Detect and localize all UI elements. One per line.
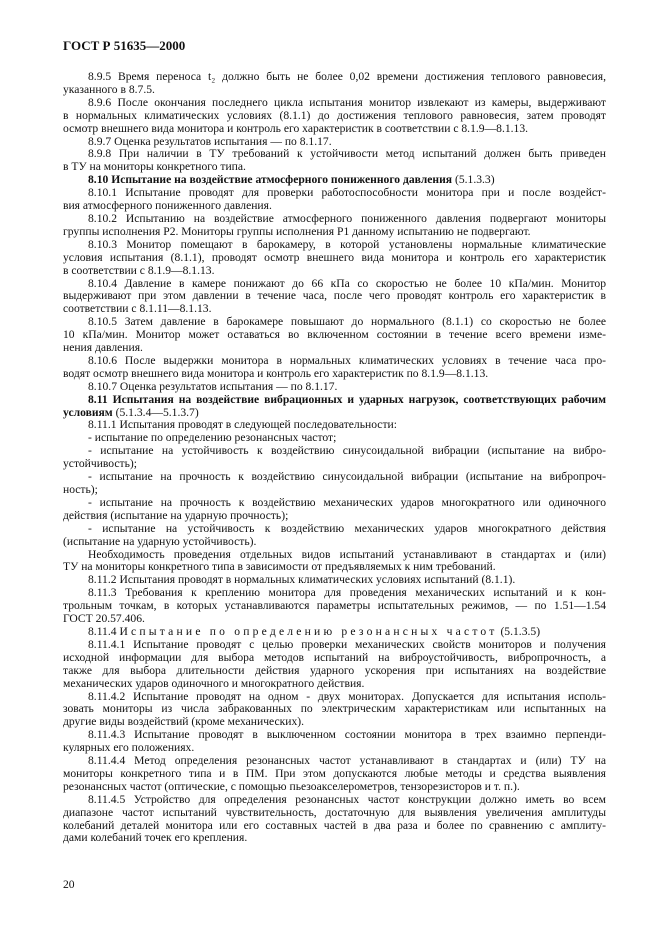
line-text: диапазоне частот испытаний чувствительность, достаточную для выявления увеличения амплитуды	[63, 805, 606, 819]
line-text: - испытание на прочность к воздействию механических ударов многократного или одиночного	[88, 495, 606, 509]
line-text: механических ударов одиночного и многократного действия.	[63, 676, 365, 690]
line-text: 8.11.4.3 Испытание проводят в выключенном состоянии монитора в трех взаимно перпенди-	[88, 728, 606, 742]
line-text: ТУ на мониторы конкретного типа в зависимости от предъявляемых к ним требований.	[63, 560, 496, 574]
line-text: 8.11.4.1 Испытание проводят с целью проверки механических свойств мониторов и получения	[88, 637, 606, 651]
line-text: другие виды воздействий (кроме механических).	[63, 715, 304, 729]
line-text: трольным точкам, в которых устанавливаются параметры испытательных режимов, — по 1.51—1.54	[63, 599, 606, 613]
line-text: в нормальных климатических условиях (8.1.1) до достижения теплового равновесия, затем проводят	[63, 108, 606, 122]
line-text: группы исполнения Р2. Мониторы группы исполнения Р1 данному испытанию не подвергают.	[63, 224, 531, 238]
document-body	[63, 71, 606, 845]
line-text: резонансных частот (оптические, с помощью пьезоакселерометров, тензорезисторов и т. п.).	[63, 779, 520, 793]
line-text: мониторы конкретного типа и в ПМ. При этом допускаются любые методы и средства выявления	[63, 766, 606, 780]
line-text: действия (испытание на ударную прочность);	[63, 508, 289, 522]
line-text: 10 кПа/мин. Монитор может оставаться во включенном состоянии в течение всего времени изме-	[63, 328, 606, 342]
line-text: колебаний деталей монитора или его составных частей в два раза и более по сравнению с амплиту-	[63, 818, 606, 832]
line-text: 8.10.4 Давление в камере понижают до 66 кПа со скоростью не более 10 кПа/мин. Монитор	[88, 276, 606, 290]
line-text: нения давления.	[63, 341, 143, 355]
line-text: исходной информации для выбора методов испытаний на виброустойчивость, вибропрочность, а	[63, 650, 606, 664]
line-text: - испытание на устойчивость к воздействию синусоидальной вибрации (испытание на вибро-	[88, 444, 606, 458]
line-text: указанного в 8.7.5.	[63, 82, 155, 96]
page-number: 20	[63, 878, 75, 891]
bold-heading-text: условиям	[63, 405, 113, 419]
line-text: 8.11.4	[88, 624, 120, 638]
line-text: Необходимость проведения отдельных видов испытаний устанавливают в стандартах и (или)	[88, 547, 606, 561]
line-text: также для выбора длительности действия ударного ускорения при испытаниях на воздействие	[63, 663, 606, 677]
line-text: вия атмосферного пониженного давления.	[63, 199, 272, 213]
line-text: 8.11.4.5 Устройство для определения резонансных частот конструкции должно иметь во всем	[88, 792, 606, 806]
line-text: 8.11.1 Испытания проводят в следующей последовательности:	[88, 418, 397, 432]
line-text: выдерживают при этом давлении в течение часа, после чего проводят контроль его характеристик в	[63, 289, 606, 303]
line-text: 8.10.2 Испытанию на воздействие атмосферного пониженного давления подвергают мониторы	[88, 211, 606, 225]
line-text: 8.10.7 Оценка результатов испытания — по 8.1.17.	[88, 379, 338, 393]
line-text: 8.9.6 После окончания последнего цикла испытания монитор извлекают из камеры, выдерживают	[88, 95, 606, 109]
spaced-heading-text: Испытание по определению резонансных частот	[119, 624, 498, 638]
line-text: осмотр внешнего вида монитора и контроль его характеристик в соответствии с 8.1.9—8.1.13.	[63, 121, 529, 135]
text-line	[63, 832, 606, 845]
line-text: (5.1.3.4—5.1.3.7)	[112, 405, 199, 419]
line-text: дами колебаний точек его крепления.	[63, 831, 248, 845]
document-header: ГОСТ Р 51635—2000	[63, 38, 186, 53]
line-text: - испытание по определению резонансных частот;	[88, 431, 337, 445]
line-text: условия испытания (8.1.1), проводят осмотр внешнего вида монитора и контроль его характеристик	[63, 250, 606, 264]
line-text: - испытание на прочность к воздействию синусоидальной вибрации (испытание на вибропроч-	[88, 470, 606, 484]
line-text: соответствии с 8.1.11—8.1.13.	[63, 302, 212, 316]
line-text: 8.10.3 Монитор помещают в барокамеру, в которой установлены нормальные климатические	[88, 237, 606, 251]
bold-heading-text: 8.10 Испытание на воздействие атмосферного пониженного давления	[88, 173, 453, 187]
line-text: ность);	[63, 483, 98, 496]
line-text: (5.1.3.5)	[497, 624, 541, 638]
line-text: 8.10.1 Испытание проводят для проверки работоспособности монитора при и после воздейст-	[88, 186, 606, 200]
text-line	[63, 445, 606, 458]
line-text: 8.11.3 Требования к креплению монитора для проведения механических испытаний и к кон-	[88, 586, 606, 600]
line-text: зовать мониторы из числа забракованных по электрическим характеристикам или испытанных на	[63, 702, 606, 716]
line-text: устойчивость);	[63, 457, 137, 471]
line-text: 8.10.5 Затем давление в барокамере повышают до нормального (8.1.1) со скоростью не более	[88, 315, 606, 329]
line-text: 8.10.6 После выдержки монитора в нормальных климатических условиях в течение часа про-	[88, 353, 606, 367]
line-text: 8.11.4.4 Метод определения резонансных частот устанавливают в стандартах и (или) ТУ на	[88, 754, 606, 768]
line-text: (5.1.3.3)	[452, 173, 495, 187]
line-text: водят осмотр внешнего вида монитора и контроль его характеристик по 8.1.9—8.1.13.	[63, 366, 489, 380]
line-text: 8.9.8 При наличии в ТУ требований к устойчивости метод испытаний должен быть приведен	[88, 147, 606, 161]
line-text: кулярных его положениях.	[63, 741, 195, 755]
line-text: - испытание на устойчивость к воздействию механических ударов многократного действия	[88, 521, 606, 535]
line-text: (испытание на ударную устойчивость).	[63, 534, 257, 548]
line-text: в ТУ на мониторы конкретного типа.	[63, 160, 246, 174]
line-text: 8.11.4.2 Испытание проводят на одном - двух мониторах. Допускается для испытания исполь-	[88, 689, 606, 703]
line-text: 8.11.2 Испытания проводят в нормальных климатических условиях испытаний (8.1.1).	[88, 573, 516, 587]
text-line	[63, 329, 606, 342]
bold-heading-text: 8.11 Испытания на воздействие вибрационных и ударных нагрузок, соответствующих рабочим	[88, 392, 606, 406]
line-text: ГОСТ 20.57.406.	[63, 612, 145, 626]
line-text: 8.9.5 Время переноса t₂ должно быть не более 0,02 времени достижения теплового равновесия,	[88, 70, 606, 83]
line-text: 8.9.7 Оценка результатов испытания — по 8.1.17.	[88, 134, 332, 148]
line-text: в соответствии с 8.1.9—8.1.13.	[63, 263, 215, 277]
text-line	[63, 471, 606, 484]
